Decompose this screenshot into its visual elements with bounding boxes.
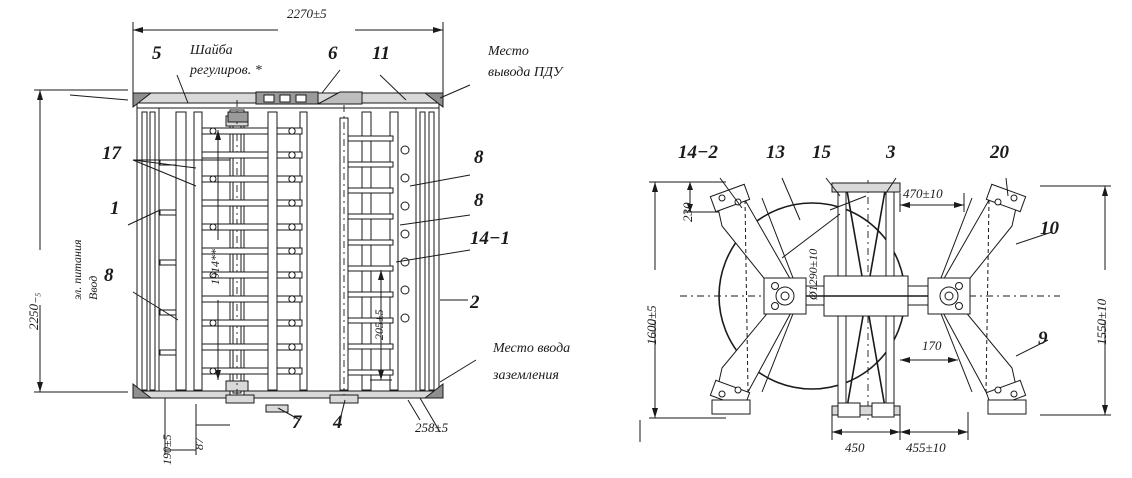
callout-11: 11 <box>372 43 390 64</box>
callout-3: 3 <box>886 142 896 163</box>
callout-8-upper: 8 <box>474 190 484 211</box>
note-remote-line2: вывода ПДУ <box>488 65 563 80</box>
note-input: Ввод <box>86 275 100 300</box>
callout-20: 20 <box>990 142 1009 163</box>
note-remote-line1: Место <box>488 44 529 59</box>
callout-6: 6 <box>328 43 338 64</box>
note-washer-line2: регулиров. * <box>190 63 262 78</box>
dim-height-230: 230 <box>680 202 695 222</box>
dim-height-1550: 1550±10 <box>1094 298 1109 345</box>
dim-width-170: 170 <box>922 338 942 353</box>
callout-5: 5 <box>152 43 162 64</box>
callout-1: 1 <box>110 198 120 219</box>
dim-width-455: 455±10 <box>906 440 946 455</box>
callout-4: 4 <box>333 412 343 433</box>
callout-9: 9 <box>1038 328 1048 349</box>
callout-14-1: 14−1 <box>470 228 511 249</box>
callout-13: 13 <box>766 142 785 163</box>
note-ground-line1: Место ввода <box>493 341 571 356</box>
dim-inner-spacing: 205±5 <box>372 309 386 340</box>
dim-overall-width: 2270±5 <box>287 6 327 21</box>
note-washer-line1: Шайба <box>190 43 233 58</box>
dim-overall-height: 2250₋₅ <box>26 292 41 330</box>
note-ground-line2: заземления <box>493 368 559 383</box>
callout-15: 15 <box>812 142 831 163</box>
dim-base-right-offset: 258±5 <box>415 420 449 435</box>
dim-base-left-offset: 190±5 <box>160 434 174 465</box>
note-power-supply: эл. питания <box>70 239 84 300</box>
dim-width-470: 470±10 <box>903 186 943 201</box>
callout-12: 8 <box>474 147 484 168</box>
callout-14-2: 14−2 <box>678 142 719 163</box>
dim-height-1600: 1600±5 <box>644 305 659 345</box>
callout-2: 2 <box>470 292 480 313</box>
callout-8-lower: 8 <box>104 265 114 286</box>
callout-17: 17 <box>102 143 121 164</box>
callout-7: 7 <box>292 412 302 433</box>
dim-diameter-1290: Ø1290±10 <box>806 248 820 300</box>
dim-inner-height: 1914** <box>208 249 222 285</box>
dim-base-foot-height: 87 <box>192 438 206 450</box>
dim-width-450: 450 <box>845 440 865 455</box>
callout-10: 10 <box>1040 218 1059 239</box>
